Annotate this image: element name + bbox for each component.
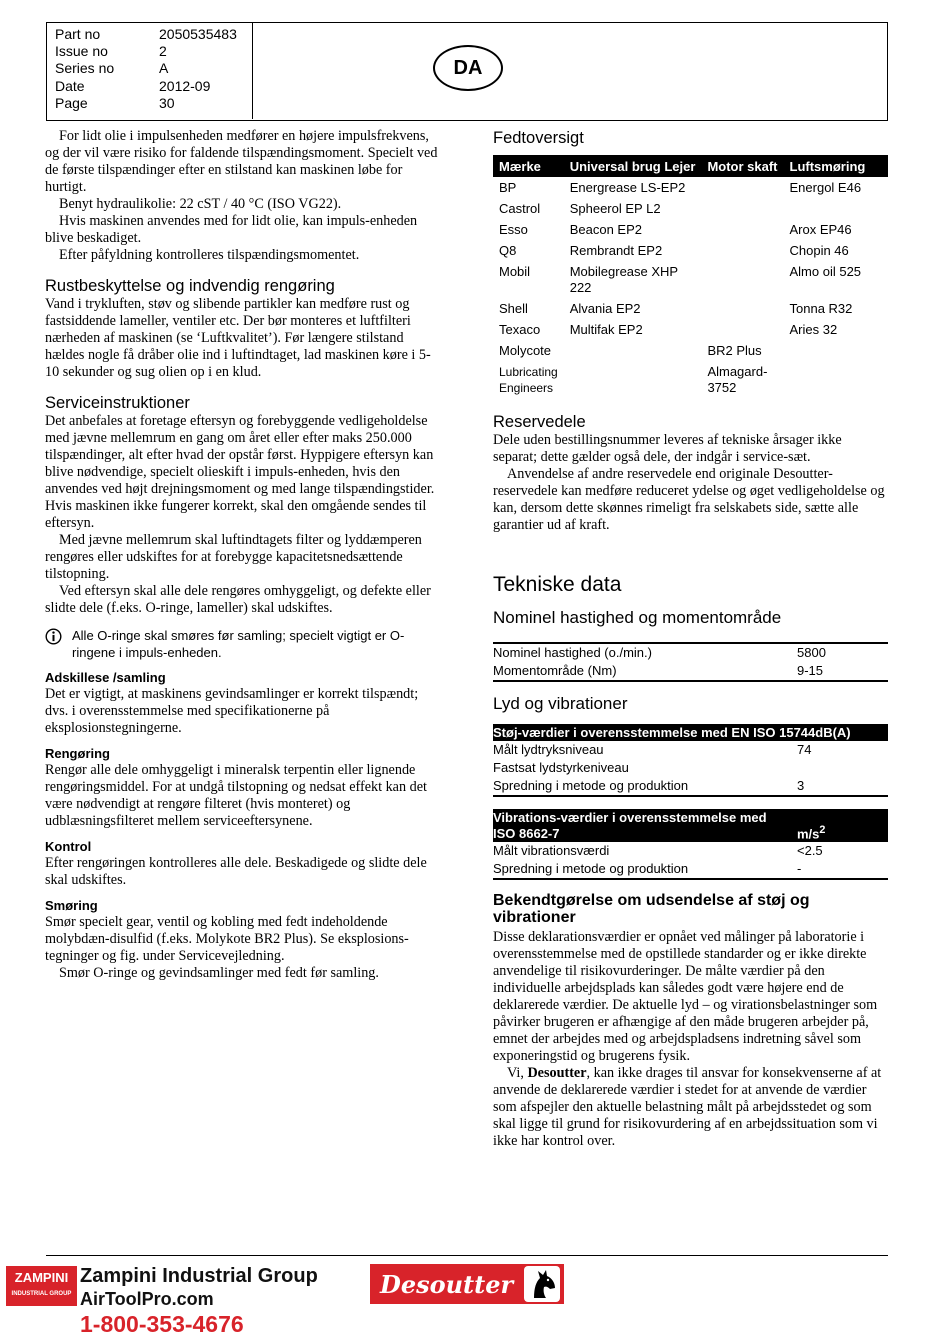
speed-row [493, 662, 888, 681]
header-row [55, 78, 252, 95]
vibration-header-row [493, 809, 888, 842]
grease-cell [784, 198, 889, 219]
vibration-table [493, 809, 888, 880]
section-heading: Rengøring [45, 746, 110, 761]
declaration-brand: Desoutter [527, 1065, 587, 1081]
grease-cell [701, 177, 783, 198]
grease-cell: Tonna R32 [789, 301, 853, 316]
grease-cell [784, 340, 889, 361]
grease-cell: Rembrandt EP2 [569, 243, 663, 258]
grease-cell [701, 261, 783, 298]
tech-data-heading: Tekniske data [493, 573, 622, 596]
grease-cell: Esso [499, 222, 528, 237]
header-row [55, 26, 252, 43]
vibration-label: Målt vibrationsværdi [493, 843, 610, 858]
grease-row [493, 298, 888, 319]
header-row [55, 43, 252, 60]
grease-cell [701, 240, 783, 261]
left-column [45, 128, 441, 982]
vibration-label: Spredning i metode og produktion [493, 861, 689, 876]
grease-row [493, 340, 888, 361]
declaration-text-2-pre: Vi, [507, 1065, 528, 1081]
grease-cell: Mobil [499, 264, 531, 279]
grease-cell: Texaco [499, 322, 541, 337]
noise-table [493, 724, 888, 797]
service-heading: Serviceinstruktioner [45, 394, 190, 412]
document-info-box [47, 23, 253, 119]
speed-row [493, 644, 888, 662]
noise-row [493, 741, 888, 759]
section-paragraph: Det er vigtigt, at maskinens gevindsamlinger er korrekt tilspændt; dvs. i overensstemmelse med specifikationerne på eksplosionstegningerne. [45, 686, 419, 736]
speed-value: 5800 [797, 645, 826, 660]
noise-row [493, 777, 888, 796]
footer-rule [46, 1255, 888, 1256]
grease-row [493, 177, 888, 198]
grease-table [493, 155, 888, 398]
vibration-row [493, 842, 888, 860]
header-row [55, 95, 252, 112]
noise-label: Spredning i metode og produktion [493, 778, 689, 793]
speed-heading: Nominel hastighed og momentområde [493, 608, 782, 627]
speed-value: 9-15 [797, 663, 824, 678]
rust-heading: Rustbeskyttelse og indvendig rengøring [45, 277, 335, 295]
language-badge: DA [433, 45, 503, 91]
grease-col-header: Motor skaft [701, 155, 783, 177]
document-header [46, 22, 888, 121]
grease-row [493, 261, 888, 298]
sound-heading: Lyd og vibrationer [493, 694, 628, 713]
vibration-unit [797, 809, 888, 842]
section-heading: Kontrol [45, 839, 92, 854]
company-name: Zampini Industrial Group [80, 1265, 318, 1287]
vibration-header: Vibrations-værdier i overensstemmelse med ISO 8662-7 [493, 809, 797, 842]
spare-parts-text-2: Anvendelse af andre reservedele end originale Desoutter-reservedele kan medføre reduceret ydelse og øget vedligeholdelse og kan, dersom dette skønnes rimeligt fra selskabets side, sætte alle garantier ud af kraft. [493, 466, 885, 533]
noise-value: 74 [797, 742, 812, 757]
speed-label: Nominel hastighed (o./min.) [493, 645, 652, 660]
grease-cell: Almagard-3752 [707, 364, 768, 395]
rust-text: Vand i trykluften, støv og slibende partikler kan medføre rust og fastsiddende lameller, ventiler etc. Der bør monteres et luftfilteri nærheden af maskinen (se ‘Luftkvalitet’). Før længere stilstand hældes nogle få dråber olie ind i luftindtaget, lad maskinen køre i 5-10 sekunder og sug olien op i en klud. [45, 296, 431, 380]
grease-cell: Almo oil 525 [789, 264, 862, 279]
grease-cell: Aries 32 [789, 322, 838, 337]
noise-label: Fastsat lydstyrkeniveau [493, 760, 629, 775]
grease-cell: Beacon EP2 [569, 222, 642, 237]
grease-cell: Arox EP46 [789, 222, 852, 237]
section-paragraph: Smør O-ringe og gevindsamlinger med fedt før samling. [59, 965, 379, 981]
section-heading: Adskillese /samling [45, 670, 166, 685]
header-key: Issue no [55, 43, 108, 60]
dealer-info [80, 1264, 318, 1338]
table-rule [493, 681, 888, 682]
right-column [493, 128, 888, 1150]
note-text: Alle O-ringe skal smøres før samling; specielt vigtigt er O-ringene i impuls-enheden. [72, 628, 405, 660]
grease-cell [784, 361, 889, 398]
header-key: Series no [55, 60, 115, 77]
header-key: Date [55, 77, 85, 94]
intro-paragraph: Efter påfyldning kontrolleres tilspændingsmomentet. [59, 247, 360, 263]
declaration-text-1: Disse deklarationsværdier er opnået ved målinger på laboratorie i overensstemmelse med de opstillede standarder og er ikke direkte anvendelige til risikovurderinger. De målte værdier på den individuelle arbejdsplads kan således godt være højere end de deklarerede værdier. De aktuelle lyd – og virationsbelastninger som påvirker brugeren er afhængige af den måde brugeren arbejder på, emnet der arbejdes med og arbejdspladsens indretning såvel som exponeringstid og brugerens fysik. [493, 929, 878, 1064]
grease-cell: Molycote [499, 343, 552, 358]
desoutter-logo [370, 1264, 564, 1304]
section-heading: Smøring [45, 898, 98, 913]
desoutter-wordmark: Desoutter [380, 1269, 514, 1299]
grease-cell: Q8 [499, 243, 517, 258]
header-key: Part no [55, 26, 101, 42]
speed-table [493, 642, 888, 682]
header-value: 2012-09 [159, 77, 211, 94]
speed-label: Momentområde (Nm) [493, 663, 617, 678]
grease-cell: Castrol [499, 201, 541, 216]
service-text-1: Det anbefales at foretage eftersyn og forebyggende vedligeholdelse med jævne mellemrum en gang om året eller efter maks 250.000 tilspændinger, alt efter hvad der opstår først. Hyppigere eftersyn kan blive nødvendige, specielt olieskift i impuls-enheden, hvis den anvendes ved højt drejningsmoment og med lange tilspændingstider. Hvis maskinen ikke fungerer korrekt, skal den omgående sendes til eftersyn. [45, 413, 435, 531]
grease-cell [564, 361, 702, 398]
grease-row [493, 319, 888, 340]
vibration-value: - [797, 861, 802, 876]
section-paragraph: Efter rengøringen kontrolleres alle dele. Beskadigede og slidte dele skal udskiftes. [45, 855, 427, 888]
grease-cell [701, 319, 783, 340]
header-value: 2050535483 [159, 26, 237, 42]
grease-cell [701, 298, 783, 319]
grease-row [493, 361, 888, 398]
vibration-unit-exponent: 2 [819, 823, 826, 836]
zampini-logo-sub: INDUSTRIAL GROUP [11, 1291, 72, 1297]
grease-col-header: Luftsmøring [784, 155, 889, 177]
header-value: 30 [159, 94, 175, 111]
phone-number[interactable]: 1-800-353-4676 [80, 1311, 244, 1337]
grease-col-header: Mærke [493, 155, 564, 177]
noise-value [797, 759, 888, 777]
grease-cell: Multifak EP2 [569, 322, 643, 337]
noise-row [493, 759, 888, 777]
header-value: A [159, 60, 169, 77]
grease-heading: Fedtoversigt [493, 129, 584, 147]
table-rule [493, 879, 888, 880]
grease-cell [701, 198, 783, 219]
grease-col-header: Universal brug Lejer [564, 155, 702, 177]
zampini-logo [6, 1266, 77, 1306]
header-row [55, 60, 252, 77]
zampini-logo-text: ZAMPINI [14, 1270, 69, 1285]
grease-cell: Spheerol EP L2 [569, 201, 661, 216]
grease-row [493, 198, 888, 219]
declaration-heading: Bekendtgørelse om udsendelse af støj og vibrationer [493, 892, 810, 926]
service-text-2: Med jævne mellemrum skal luftindtagets filter og lyddæmperen rengøres eller udskiftes for at forebygge kapacitetsnedsættende tilstopning. [45, 532, 422, 582]
header-value: 2 [159, 43, 167, 60]
intro-paragraph: For lidt olie i impulsenheden medfører en højere impulsfrekvens, og der vil være risiko for faldende tilspændingsmoment. Specielt ved de første tilspændinger efter en stilstand kan maskinen løbe for hurtigt. [45, 128, 438, 195]
section-paragraph: Smør specielt gear, ventil og kobling med fedt indeholdende molybdæn-disulfid (f.eks. Molykote BR2 Plus). Se eksplosions-tegninger og fig. under Servicevejledning. [45, 914, 409, 964]
declaration-text-2-post: , kan ikke drages til ansvar for konsekvenserne af at anvende de deklarerede værdier i stedet for at anvende de værdier som afspejler den aktuelle belastning målt på arbejdsstedet og som skal ligge til grund for risikovurdering af en arbejdssituation som vi ikke har kontrol over. [493, 1065, 882, 1149]
spare-parts-text-1: Dele uden bestillingsnummer leveres af tekniske årsager ikke separat; dette gælder også dele, der indgår i service-sæt. [493, 432, 842, 465]
grease-cell: Shell [499, 301, 528, 316]
table-rule [493, 796, 888, 797]
grease-row [493, 240, 888, 261]
horse-head-icon [524, 1266, 560, 1302]
grease-cell: Mobilegrease XHP 222 [569, 264, 678, 295]
grease-cell: Energrease LS-EP2 [569, 180, 686, 195]
noise-header-row [493, 724, 888, 741]
intro-paragraph: Benyt hydraulikolie: 22 cST / 40 °C (ISO VG22). [59, 196, 342, 212]
website-link[interactable]: AirToolPro.com [80, 1289, 214, 1309]
grease-cell: Chopin 46 [789, 243, 849, 258]
header-key: Page [55, 94, 88, 111]
intro-text [45, 128, 441, 264]
spare-parts-heading: Reservedele [493, 413, 586, 431]
grease-cell: BP [499, 180, 517, 195]
vibration-value: <2.5 [797, 843, 823, 858]
grease-cell: Alvania EP2 [569, 301, 641, 316]
grease-cell [564, 340, 702, 361]
grease-cell [701, 219, 783, 240]
vibration-unit-text: m/s [797, 826, 820, 841]
section-paragraph: Rengør alle dele omhyggeligt i mineralsk terpentin eller lignende rengøringsmiddel. For at undgå tilstopning og nedsat effekt kan det være nødvendigt at rengøre filteret (hvis monteret) og udblæsningsfilteret mellem serviceeftersynene. [45, 762, 427, 829]
info-note [45, 627, 441, 661]
grease-cell: BR2 Plus [707, 343, 762, 358]
grease-row [493, 219, 888, 240]
noise-value: 3 [797, 778, 805, 793]
declaration-text-2 [493, 1065, 888, 1150]
vibration-row [493, 860, 888, 879]
grease-table-header [493, 155, 888, 177]
intro-paragraph: Hvis maskinen anvendes med for lidt olie, kan impuls-enheden blive beskadiget. [45, 213, 418, 246]
maintenance-sections [45, 670, 441, 982]
grease-cell: Energol E46 [789, 180, 862, 195]
grease-cell: Lubricating Engineers [499, 365, 558, 395]
info-icon [45, 627, 72, 661]
noise-label: Målt lydtryksniveau [493, 742, 604, 757]
noise-header: Støj-værdier i overensstemmelse med EN ISO 15744dB(A) [493, 724, 888, 741]
service-text-3: Ved eftersyn skal alle dele rengøres omhyggeligt, og defekte eller slidte dele (f.eks. O-ringe, lameller) skal udskiftes. [45, 583, 431, 616]
